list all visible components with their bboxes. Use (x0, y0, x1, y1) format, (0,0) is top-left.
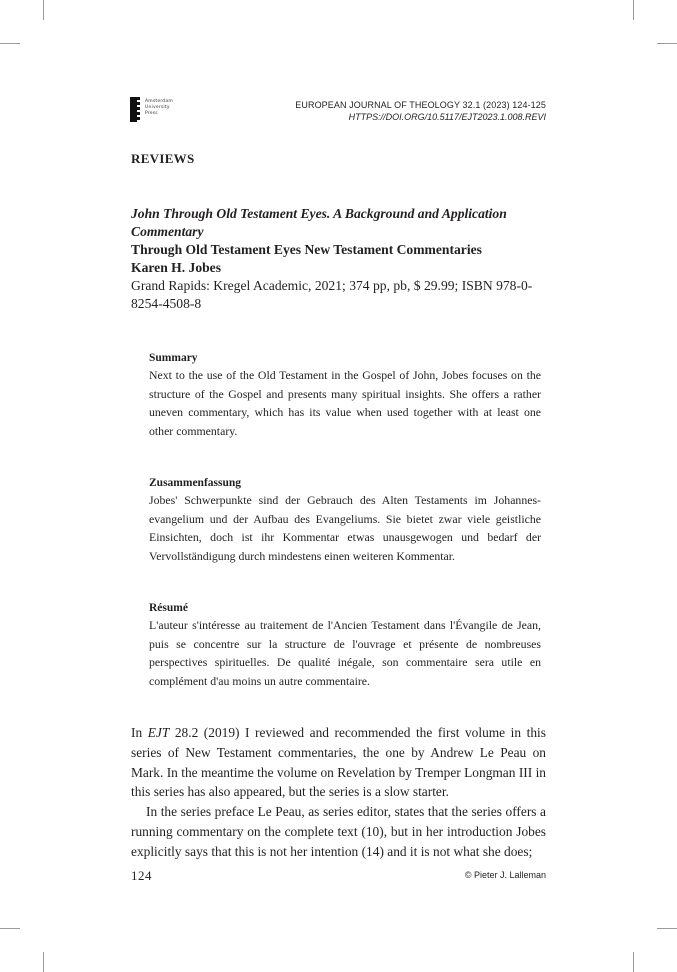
crop-mark-bottom-left-horizontal (0, 928, 20, 929)
publisher-line: University (145, 105, 170, 110)
abstract-french (149, 600, 541, 690)
abstract-german (149, 475, 541, 565)
publisher-line: Amsterdam (145, 99, 173, 104)
text-run: In (131, 725, 148, 740)
crop-mark-top-right-horizontal (657, 43, 677, 44)
body-paragraph: In the series preface Le Peau, as series editor, states that the series offers a running commentary on the complete text (10), but in her introduction Jobes explicitly says that this is not her intention (14) and it is not what she does; (131, 804, 546, 859)
crop-mark-top-right-vertical (633, 0, 634, 20)
abstract-heading: Zusammenfassung (149, 477, 242, 489)
abstract-text: L'auteur s'intéresse au traitement de l'Ancien Testament dans l'Évangile de Jean, puis se concentre sur la structure de l'ouvrage et présente de nombreuses perspectives spirituelles. De qualité inégale, son commentaire sera utile en complément d'au moins un autre commentaire. (149, 618, 541, 688)
amsterdam-university-press-logo-icon (130, 97, 138, 122)
doi-link[interactable]: HTTPS://DOI.ORG/10.5117/EJT2023.1.008.REVI (348, 112, 546, 122)
page-number: 124 (131, 868, 152, 883)
book-series: Through Old Testament Eyes New Testament Commentaries (131, 242, 482, 257)
section-label: REVIEWS (131, 151, 195, 166)
book-title: John Through Old Testament Eyes. A Background and Application Commentary (131, 206, 507, 239)
copyright: © Pieter J. Lalleman (464, 870, 546, 880)
publisher-name (145, 99, 173, 117)
journal-abbrev: EJT (147, 725, 170, 740)
abstract-text: Jobes' Schwerpunkte sind der Gebrauch des Alten Testaments im Johannes-evangelium und der Aufbau des Evangeliums. Sie bietet zwar viele geistliche Einsichten, doch ist ihr Kommentar etwas unausgewogen und bedarf der Vervollständigung durch mindestens einen weiteren Kommentar. (149, 493, 541, 563)
abstract-heading: Summary (149, 352, 198, 364)
crop-mark-top-left-vertical (43, 0, 44, 20)
publisher-line: Press (145, 111, 158, 116)
journal-citation: EUROPEAN JOURNAL OF THEOLOGY 32.1 (2023) 124-125 (295, 100, 546, 110)
review-body (131, 723, 546, 862)
book-publication-info: Grand Rapids: Kregel Academic, 2021; 374 pp, pb, $ 29.99; ISBN 978-0-8254-4508-8 (131, 278, 533, 311)
crop-mark-bottom-right-horizontal (657, 928, 677, 929)
abstract-heading: Résumé (149, 602, 188, 614)
crop-mark-bottom-right-vertical (633, 952, 634, 972)
abstract-text: Next to the use of the Old Testament in the Gospel of John, Jobes focuses on the structure of the Gospel and presents many spiritual insights. She offers a rather uneven commentary, which has its value when used together with at least one other commentary. (149, 368, 541, 438)
body-paragraph (131, 723, 546, 802)
crop-mark-top-left-horizontal (0, 43, 20, 44)
book-details (131, 205, 551, 313)
abstract-english (149, 350, 541, 440)
crop-mark-bottom-left-vertical (43, 952, 44, 972)
book-author: Karen H. Jobes (131, 260, 221, 275)
text-run: 28.2 (2019) I reviewed and recommended the first volume in this series of New Testament commentaries, the one by Andrew Le Peau on Mark. In the meantime the volume on Revelation by Tremper Longman III in this series has also appeared, but the series is a slow starter. (131, 725, 546, 800)
